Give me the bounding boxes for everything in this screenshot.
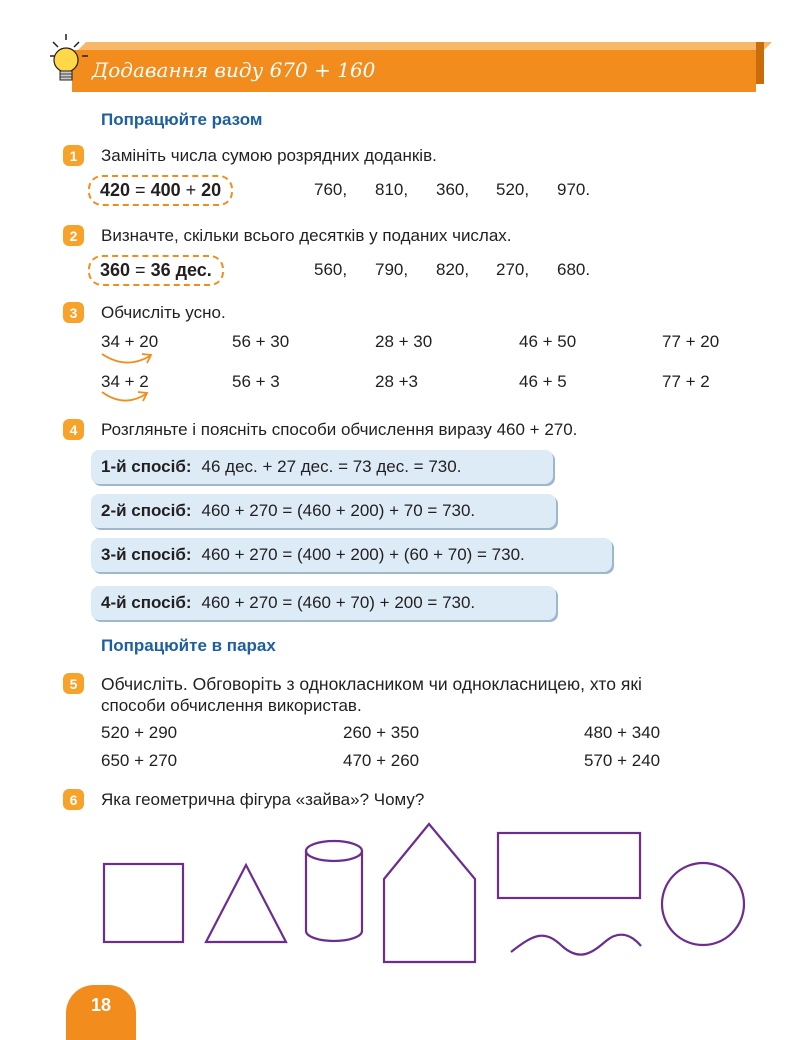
wave-line-shape <box>511 935 641 955</box>
task-5-expression: 650 + 270 <box>101 751 178 770</box>
method-box-1 <box>91 450 553 484</box>
task-1-number: 760, <box>314 180 348 199</box>
task-2-number: 820, <box>436 260 470 279</box>
method-expression: 46 дес. + 27 дес. = 73 дес. = 730. <box>201 457 462 476</box>
task-2-number: 680. <box>557 260 591 279</box>
square-shape <box>104 864 183 942</box>
task-3-expression: 46 + 50 <box>519 332 577 351</box>
task-3-expression: 34 + 20 <box>101 332 159 351</box>
example-hundreds: 400 <box>150 180 181 200</box>
task-1-example <box>88 175 233 206</box>
example-number: 420 <box>100 180 131 200</box>
task-4-text: Розгляньте і поясніть способи обчислення виразу 460 + 270. <box>101 420 578 439</box>
task-number-6: 6 <box>63 789 84 810</box>
circle-shape <box>662 863 744 945</box>
method-label: 1-й спосіб: <box>101 457 192 476</box>
task-number-5: 5 <box>63 673 84 694</box>
section-heading-together: Попрацюйте разом <box>101 110 263 129</box>
section-heading-pairs: Попрацюйте в парах <box>101 636 276 655</box>
task-3-expression: 34 + 2 <box>101 372 149 391</box>
task-3-expression: 56 + 30 <box>232 332 290 351</box>
example-equals: = <box>130 180 151 200</box>
task-1-number: 520, <box>496 180 530 199</box>
task-number-2: 2 <box>63 225 84 246</box>
example-tens: 36 дес. <box>150 260 212 280</box>
task-2-number: 270, <box>496 260 530 279</box>
task-3-expression: 28 + 30 <box>375 332 433 351</box>
method-box-2 <box>91 494 556 528</box>
task-2-example <box>88 255 224 286</box>
task-2-text: Визначте, скільки всього десятків у поданих числах. <box>101 226 512 245</box>
task-5-text-line2: способи обчислення використав. <box>101 696 362 715</box>
hint-arrow-icon <box>98 388 158 406</box>
rectangle-shape <box>498 833 640 898</box>
hint-arrow-icon <box>98 350 158 368</box>
task-1-number: 360, <box>436 180 470 199</box>
method-expression: 460 + 270 = (460 + 200) + 70 = 730. <box>201 501 476 520</box>
method-expression: 460 + 270 = (460 + 70) + 200 = 730. <box>201 593 476 612</box>
example-tens: 20 <box>201 180 222 200</box>
task-3-expression: 28 +3 <box>375 372 419 391</box>
method-box-4 <box>91 586 556 620</box>
example-plus: + <box>180 180 202 200</box>
shapes-figure <box>0 815 800 975</box>
task-3-expression: 77 + 2 <box>662 372 710 391</box>
task-5-expression: 480 + 340 <box>584 723 661 742</box>
task-2-number: 790, <box>375 260 409 279</box>
method-expression: 460 + 270 = (400 + 200) + (60 + 70) = 730. <box>201 545 525 564</box>
task-5-text-line1: Обчисліть. Обговоріть з однокласником чи однокласницею, хто які <box>101 674 642 694</box>
task-5-expression: 260 + 350 <box>343 723 420 742</box>
method-box-3 <box>91 538 612 572</box>
task-5-expression: 570 + 240 <box>584 751 661 770</box>
method-label: 4-й спосіб: <box>101 593 192 612</box>
task-3-text: Обчисліть усно. <box>101 303 226 322</box>
task-1-number: 970. <box>557 180 591 199</box>
task-1-text: Замініть числа сумою розрядних доданків. <box>101 146 437 165</box>
task-5-expression: 520 + 290 <box>101 723 178 742</box>
triangle-shape <box>206 865 286 942</box>
task-3-expression: 56 + 3 <box>232 372 280 391</box>
task-1-number: 810, <box>375 180 409 199</box>
banner-top-face <box>78 42 772 50</box>
task-number-3: 3 <box>63 302 84 323</box>
method-label: 3-й спосіб: <box>101 545 192 564</box>
task-3-expression: 77 + 20 <box>662 332 720 351</box>
page-title: Додавання виду 670 + 160 <box>92 58 376 82</box>
task-6-text: Яка геометрична фігура «зайва»? Чому? <box>101 790 425 809</box>
pentagon-shape <box>384 824 475 962</box>
lightbulb-icon <box>42 32 92 97</box>
page-number: 18 <box>66 985 136 1040</box>
banner-side-face <box>756 42 764 84</box>
task-3-expression: 46 + 5 <box>519 372 567 391</box>
task-number-4: 4 <box>63 419 84 440</box>
example-number: 360 <box>100 260 131 280</box>
method-label: 2-й спосіб: <box>101 501 192 520</box>
task-2-number: 560, <box>314 260 348 279</box>
task-5-expression: 470 + 260 <box>343 751 420 770</box>
example-equals: = <box>130 260 151 280</box>
cylinder-shape <box>306 841 362 941</box>
task-number-1: 1 <box>63 145 84 166</box>
